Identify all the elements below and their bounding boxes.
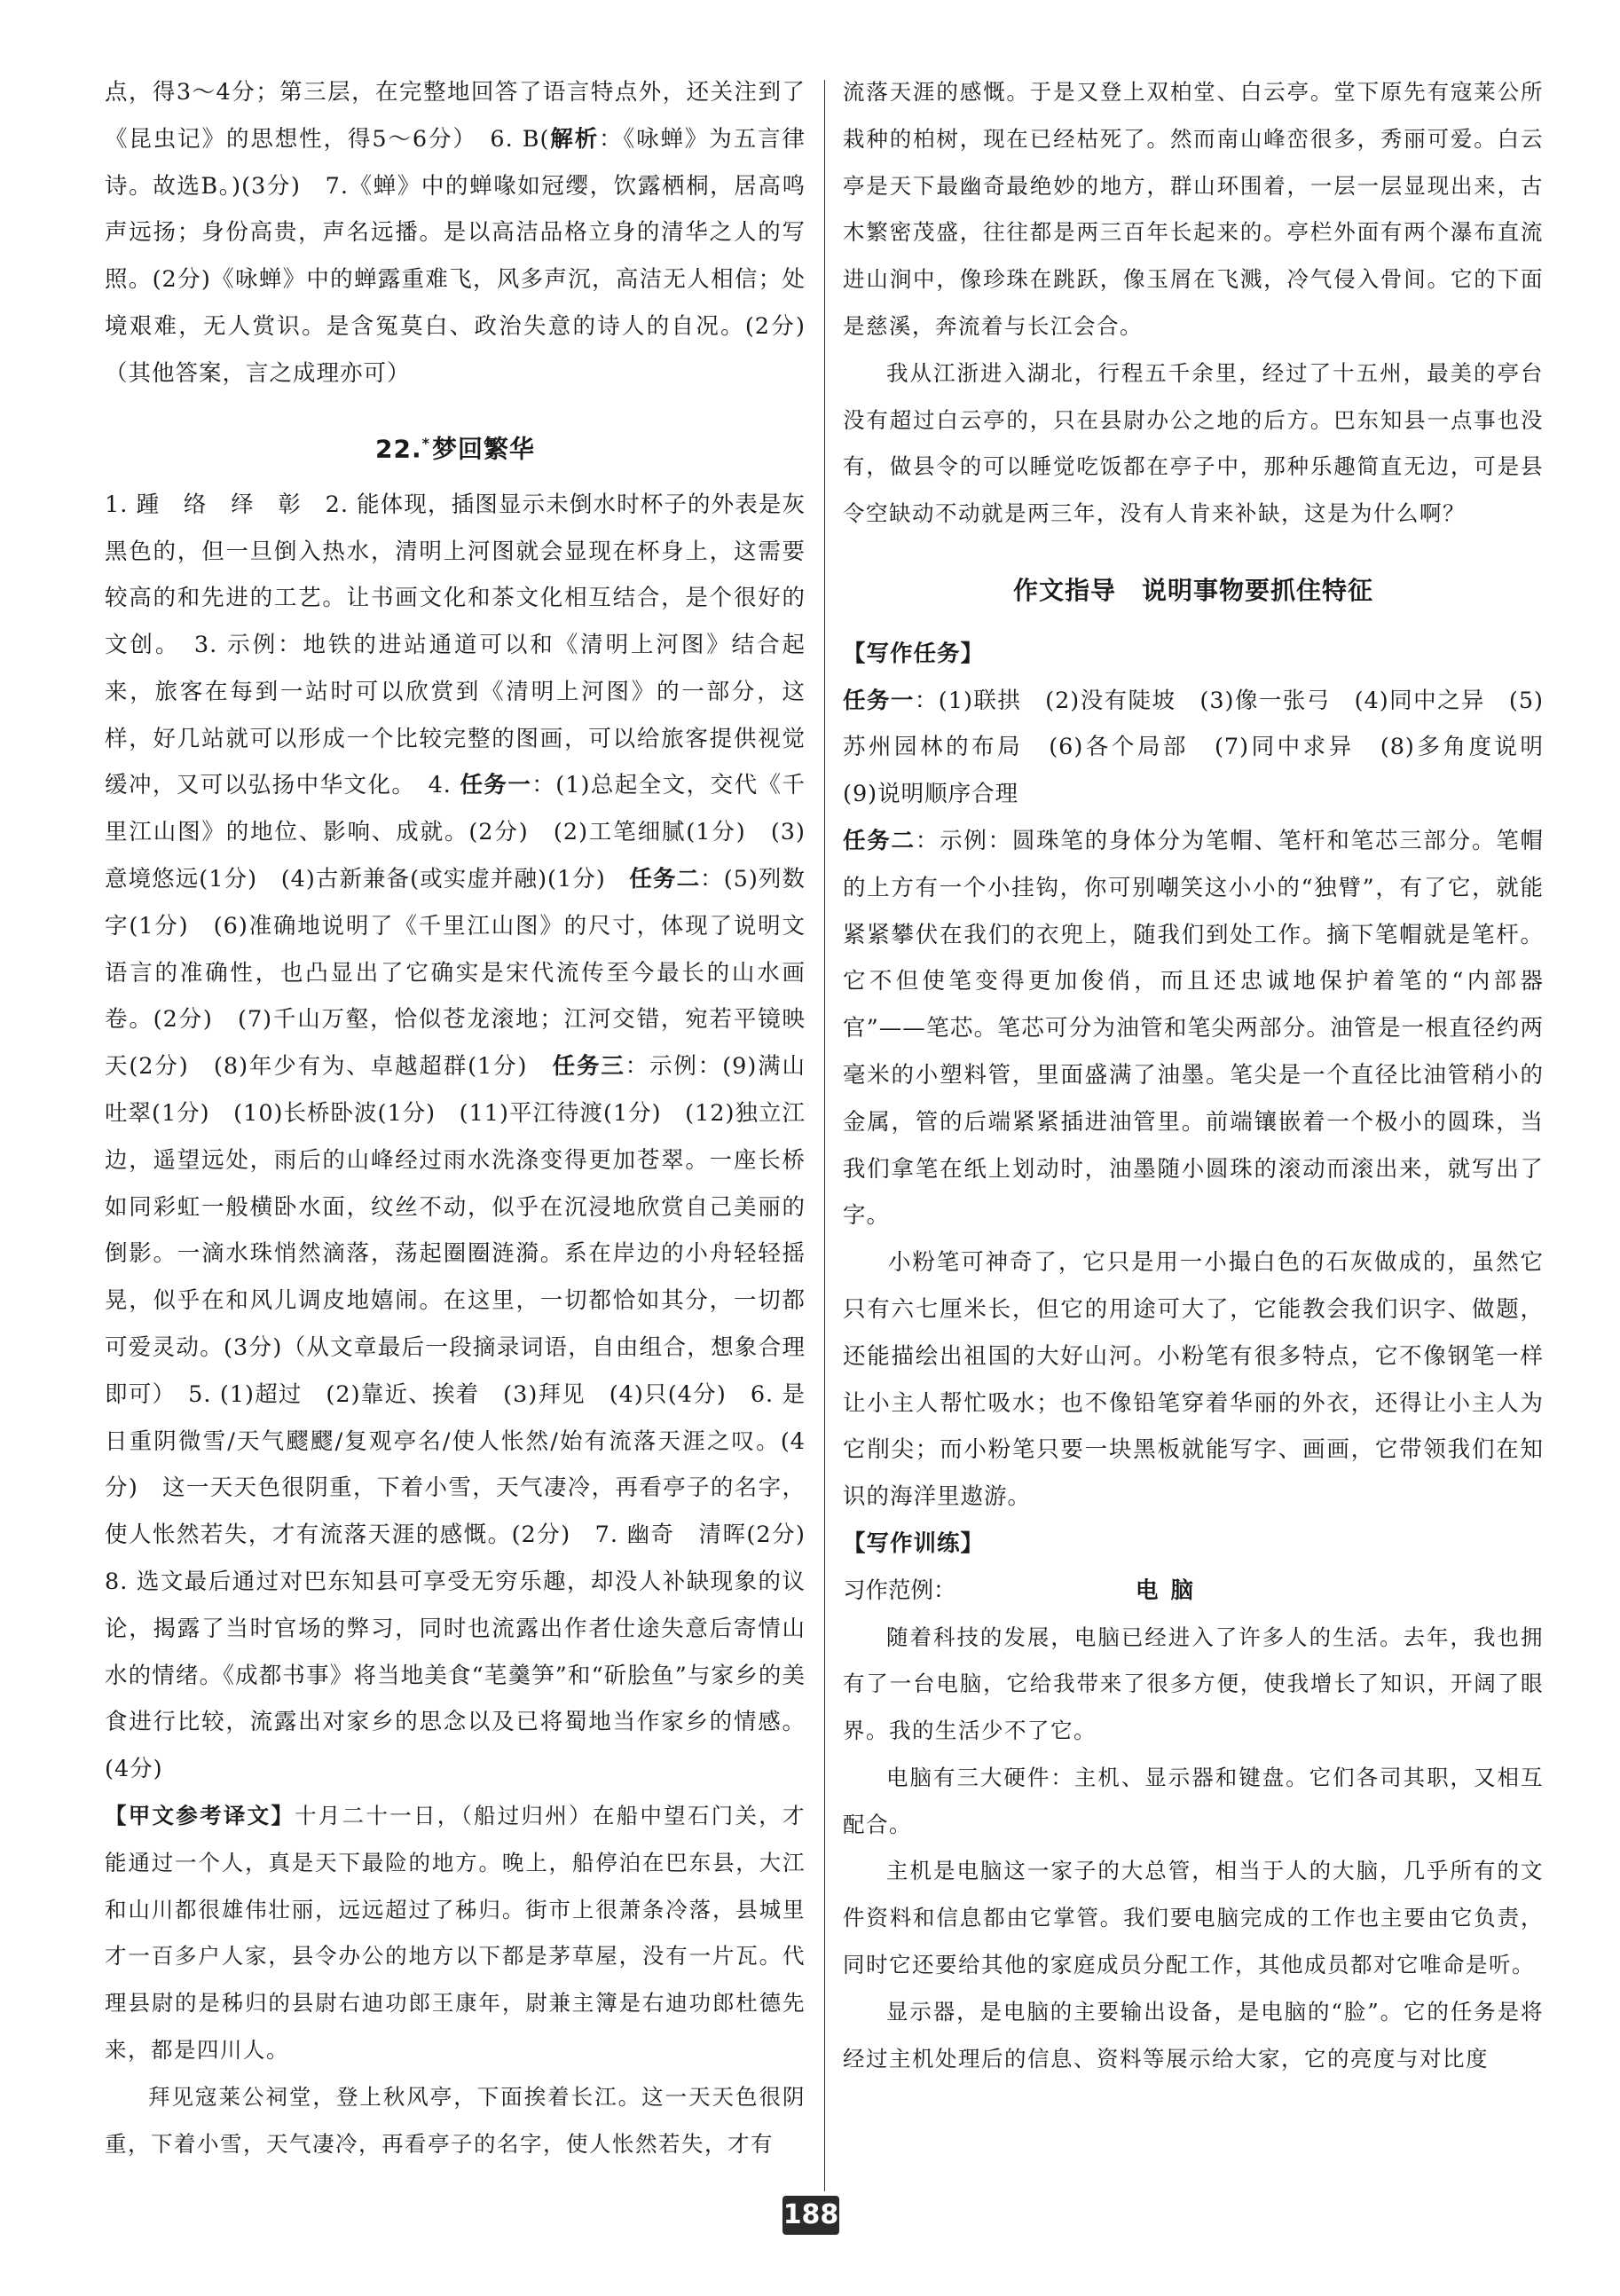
writing-training-heading: 【写作训练】 bbox=[843, 1529, 985, 1557]
writing-task-heading: 【写作任务】 bbox=[843, 640, 985, 667]
essay-paragraph-4: 显示器，是电脑的主要输出设备，是电脑的“脸”。它的任务是将经过主机处理后的信息、资料等展示给大家，它的亮度与对比度 bbox=[843, 1998, 1544, 2072]
analysis-label: 解析 bbox=[549, 125, 600, 153]
translation-text: 十月二十一日，（船过归州）在船中望石门关，才能通过一个人，真是天下最险的地方。晚上，船停泊在巴东县，大江和山川都很雄伟壮丽，远远超过了秭归。街市上很萧条冷落，县城里才一百多户人家，县令办公的地方以下都是茅草屋，没有一片瓦。代理县尉的是秭归的县尉右迪功郎王康年，尉兼主簿是右迪功郎杜德先来，都是四川人。 bbox=[105, 1803, 806, 2063]
translation-paragraph-3: 流落天涯的感慨。于是又登上双柏堂、白云亭。堂下原先有寇莱公所栽种的柏树，现在已经枯死了。然而南山峰峦很多，秀丽可爱。白云亭是天下最幽奇最绝妙的地方，群山环围着，一层一层显现出来，古木繁密茂盛，往往都是两三百年长起来的。亭栏外面有两个瀑布直流进山涧中，像珍珠在跳跃，像玉屑在飞溅，冷气侵入骨间。它的下面是慈溪，奔流着与长江会合。 bbox=[843, 79, 1544, 339]
left-column bbox=[105, 69, 830, 2198]
section-star: * bbox=[421, 434, 430, 452]
task-label: 任务三 bbox=[552, 1053, 625, 1081]
column-divider bbox=[824, 80, 825, 2191]
essay-paragraph-1: 随着科技的发展，电脑已经进入了许多人的生活。去年，我也拥有了一台电脑，它给我带来了很多方便，使我增长了知识，开阔了眼界。我的生活少不了它。 bbox=[843, 1624, 1544, 1744]
answer-text: ：(1)总起全文，交代《千里江山图》的地位、影响、成就。(2分) (2)工笔细腻(1分) (3)意境悠远(1分) (4)古新兼备(或实虚并融)(1分) bbox=[105, 772, 806, 893]
right-column bbox=[843, 69, 1568, 2198]
page bbox=[105, 69, 1570, 2198]
section-title: 梦回繁华 bbox=[431, 433, 535, 463]
writing-training-label bbox=[843, 1521, 1544, 1568]
writing-guide-heading: 作文指导 说明事物要抓住特征 bbox=[1012, 575, 1373, 605]
answer-text: ：示例：(9)满山吐翠(1分) (10)长桥卧波(1分) (11)平江待渡(1分) (12)独立江边，遥望远处，雨后的山峰经过雨水洗涤变得更加苍翠。一座长桥如同彩虹一般横卧水面，纹丝不动，似乎在沉浸地欣赏自己美丽的倒影。一滴水珠悄然滴落，荡起圈圈涟漪。系在岸边的小舟轻轻摇晃，似乎在和风儿调皮地嬉闹。在这里，一切都恰如其分，一切都可爱灵动。(3分)（从文章最后一段摘录词语，自由组合，想象合理即可） 5. (1)超过 (2)靠近、挨着 (3)拜见 (4)只(4分) 6. 是日重阴微雪/天气飂飂/复观亭名/使人怅然/始有流落天涯之叹。(4分) 这一天天色很阴重，下着小雪，天气凄冷，再看亭子的名字，使人怅然若失，才有流落天涯的感慨。(2分) 7. 幽奇 清晖(2分) 8. 选文最后通过对巴东知县可享受无穷乐趣，却没人补缺现象的议论，揭露了当时官场的弊习，同时也流露出作者仕途失意后寄情山水的情绪。《成都书事》将当地美食“芼羹笋”和“斫脍鱼”与家乡的美食进行比较，流露出对家乡的思念以及已将蜀地当作家乡的情感。(4分) bbox=[105, 1053, 830, 1783]
answer-paragraph-1 bbox=[105, 69, 806, 397]
task-text: ：示例：圆珠笔的身体分为笔帽、笔杆和笔芯三部分。笔帽的上方有一个小挂钩，你可别嘲笑这小小的“独臂”，有了它，就能紧紧攀伏在我们的衣兜上，随我们到处工作。摘下笔帽就是笔杆。它不但使笔变得更加俊俏，而且还忠诚地保护着笔的“内部器官”——笔芯。笔芯可分为油管和笔尖两部分。油管是一根直径约两毫米的小塑料管，里面盛满了油墨。笔尖是一个直径比油管稍小的金属，管的后端紧紧插进油管里。前端镶嵌着一个极小的圆珠，当我们拿笔在纸上划动时，油墨随小圆珠的滚动而滚出来，就写出了字。 bbox=[843, 827, 1544, 1230]
task-one-paragraph bbox=[843, 678, 1568, 818]
task-label: 任务一 bbox=[843, 687, 915, 714]
task-label: 任务二 bbox=[843, 827, 916, 854]
translation-paragraph-2: 拜见寇莱公祠堂，登上秋风亭，下面挨着长江。这一天天色很阴重，下着小雪，天气凄冷，再看亭子的名字，使人怅然若失，才有 bbox=[105, 2083, 806, 2157]
task-two-paragraph bbox=[843, 818, 1544, 1239]
section-number: 22. bbox=[375, 433, 422, 463]
answer-text: 点，得3～4分；第三层，在完整地回答了语言特点外，还关注到了《昆虫记》的思想性，得5～6分） 6. B( bbox=[105, 79, 806, 153]
task-label: 任务一 bbox=[460, 772, 532, 799]
page-number: 188 bbox=[782, 2196, 839, 2235]
section-heading-22 bbox=[105, 421, 806, 473]
writing-task-label bbox=[843, 631, 1544, 678]
essay-title-row bbox=[843, 1568, 1544, 1615]
essay-paragraph-2: 电脑有三大硬件：主机、显示器和键盘。它们各司其职，又相互配合。 bbox=[843, 1764, 1544, 1837]
translation-paragraph-1 bbox=[105, 1793, 806, 2074]
answer-paragraph-2 bbox=[105, 482, 830, 1793]
answer-text: ：《咏蝉》为五言律诗。故选B。)(3分) 7.《蝉》中的蝉喙如冠缨，饮露栖桐，居高鸣声远扬；身份高贵，声名远播。是以高洁品格立身的清华之人的写照。(2分)《咏蝉》中的蝉露重难飞，风多声沉，高洁无人相信；处境艰难，无人赏识。是含冤莫白、政治失意的诗人的自况。(2分)（其他答案，言之成理亦可） bbox=[105, 125, 806, 387]
answer-text: 1. 踵 络 绎 彰 2. 能体现，插图显示未倒水时杯子的外表是灰黑色的，但一旦倒入热水，清明上河图就会显现在杯身上，这需要较高的和先进的工艺。让书画文化和茶文化相互结合，是个很好的文创。 3. 示例：地铁的进站通道可以和《清明上河图》结合起来，旅客在每到一站时可以欣赏到《清明上河图》的一部分，这样，好几站就可以形成一个比较完整的图画，可以给旅客提供视觉缓冲，又可以弘扬中华文化。 4. bbox=[105, 491, 806, 799]
answer-text: ：(5)列数字(1分) (6)准确地说明了《千里江山图》的尺寸，体现了说明文语言的准确性，也凸显出了它确实是宋代流传至今最长的山水画卷。(2分) (7)千山万壑，恰似苍龙滚地；江河交错，宛若平镜映天(2分) (8)年少有为、卓越超群(1分) bbox=[105, 866, 806, 1081]
translation-label: 【甲文参考译文】 bbox=[105, 1803, 295, 1829]
task-label: 任务二 bbox=[629, 866, 701, 893]
chalk-paragraph: 小粉笔可神奇了，它只是用一小撮白色的石灰做成的，虽然它只有六七厘米长，但它的用途可大了，它能教会我们识字、做题，还能描绘出祖国的大好山河。小粉笔有很多特点，它不像钢笔一样让小主人帮忙吸水；也不像铅笔穿着华丽的外衣，还得让小主人为它削尖；而小粉笔只要一块黑板就能写字、画画，它带领我们在知识的海洋里遨游。 bbox=[843, 1249, 1544, 1511]
essay-label: 习作范例： bbox=[843, 1577, 956, 1604]
essay-title: 电脑 bbox=[1136, 1577, 1207, 1604]
task-text: ：(1)联拱 (2)没有陡坡 (3)像一张弓 (4)同中之异 (5)苏州园林的布局 (6)各个局部 (7)同中求异 (8)多角度说明 (9)说明顺序合理 bbox=[843, 687, 1568, 808]
translation-paragraph-4: 我从江浙进入湖北，行程五千余里，经过了十五州，最美的亭台没有超过白云亭的，只在县尉办公之地的后方。巴东知县一点事也没有，做县令的可以睡觉吃饭都在亭子中，那种乐趣简直无边，可是县令空缺动不动就是两三年，没有人肯来补缺，这是为什么啊？ bbox=[843, 359, 1544, 527]
essay-paragraph-3: 主机是电脑这一家子的大总管，相当于人的大脑，几乎所有的文件资料和信息都由它掌管。我们要电脑完成的工作也主要由它负责，同时它还要给其他的家庭成员分配工作，其他成员都对它唯命是听。 bbox=[843, 1858, 1544, 1978]
